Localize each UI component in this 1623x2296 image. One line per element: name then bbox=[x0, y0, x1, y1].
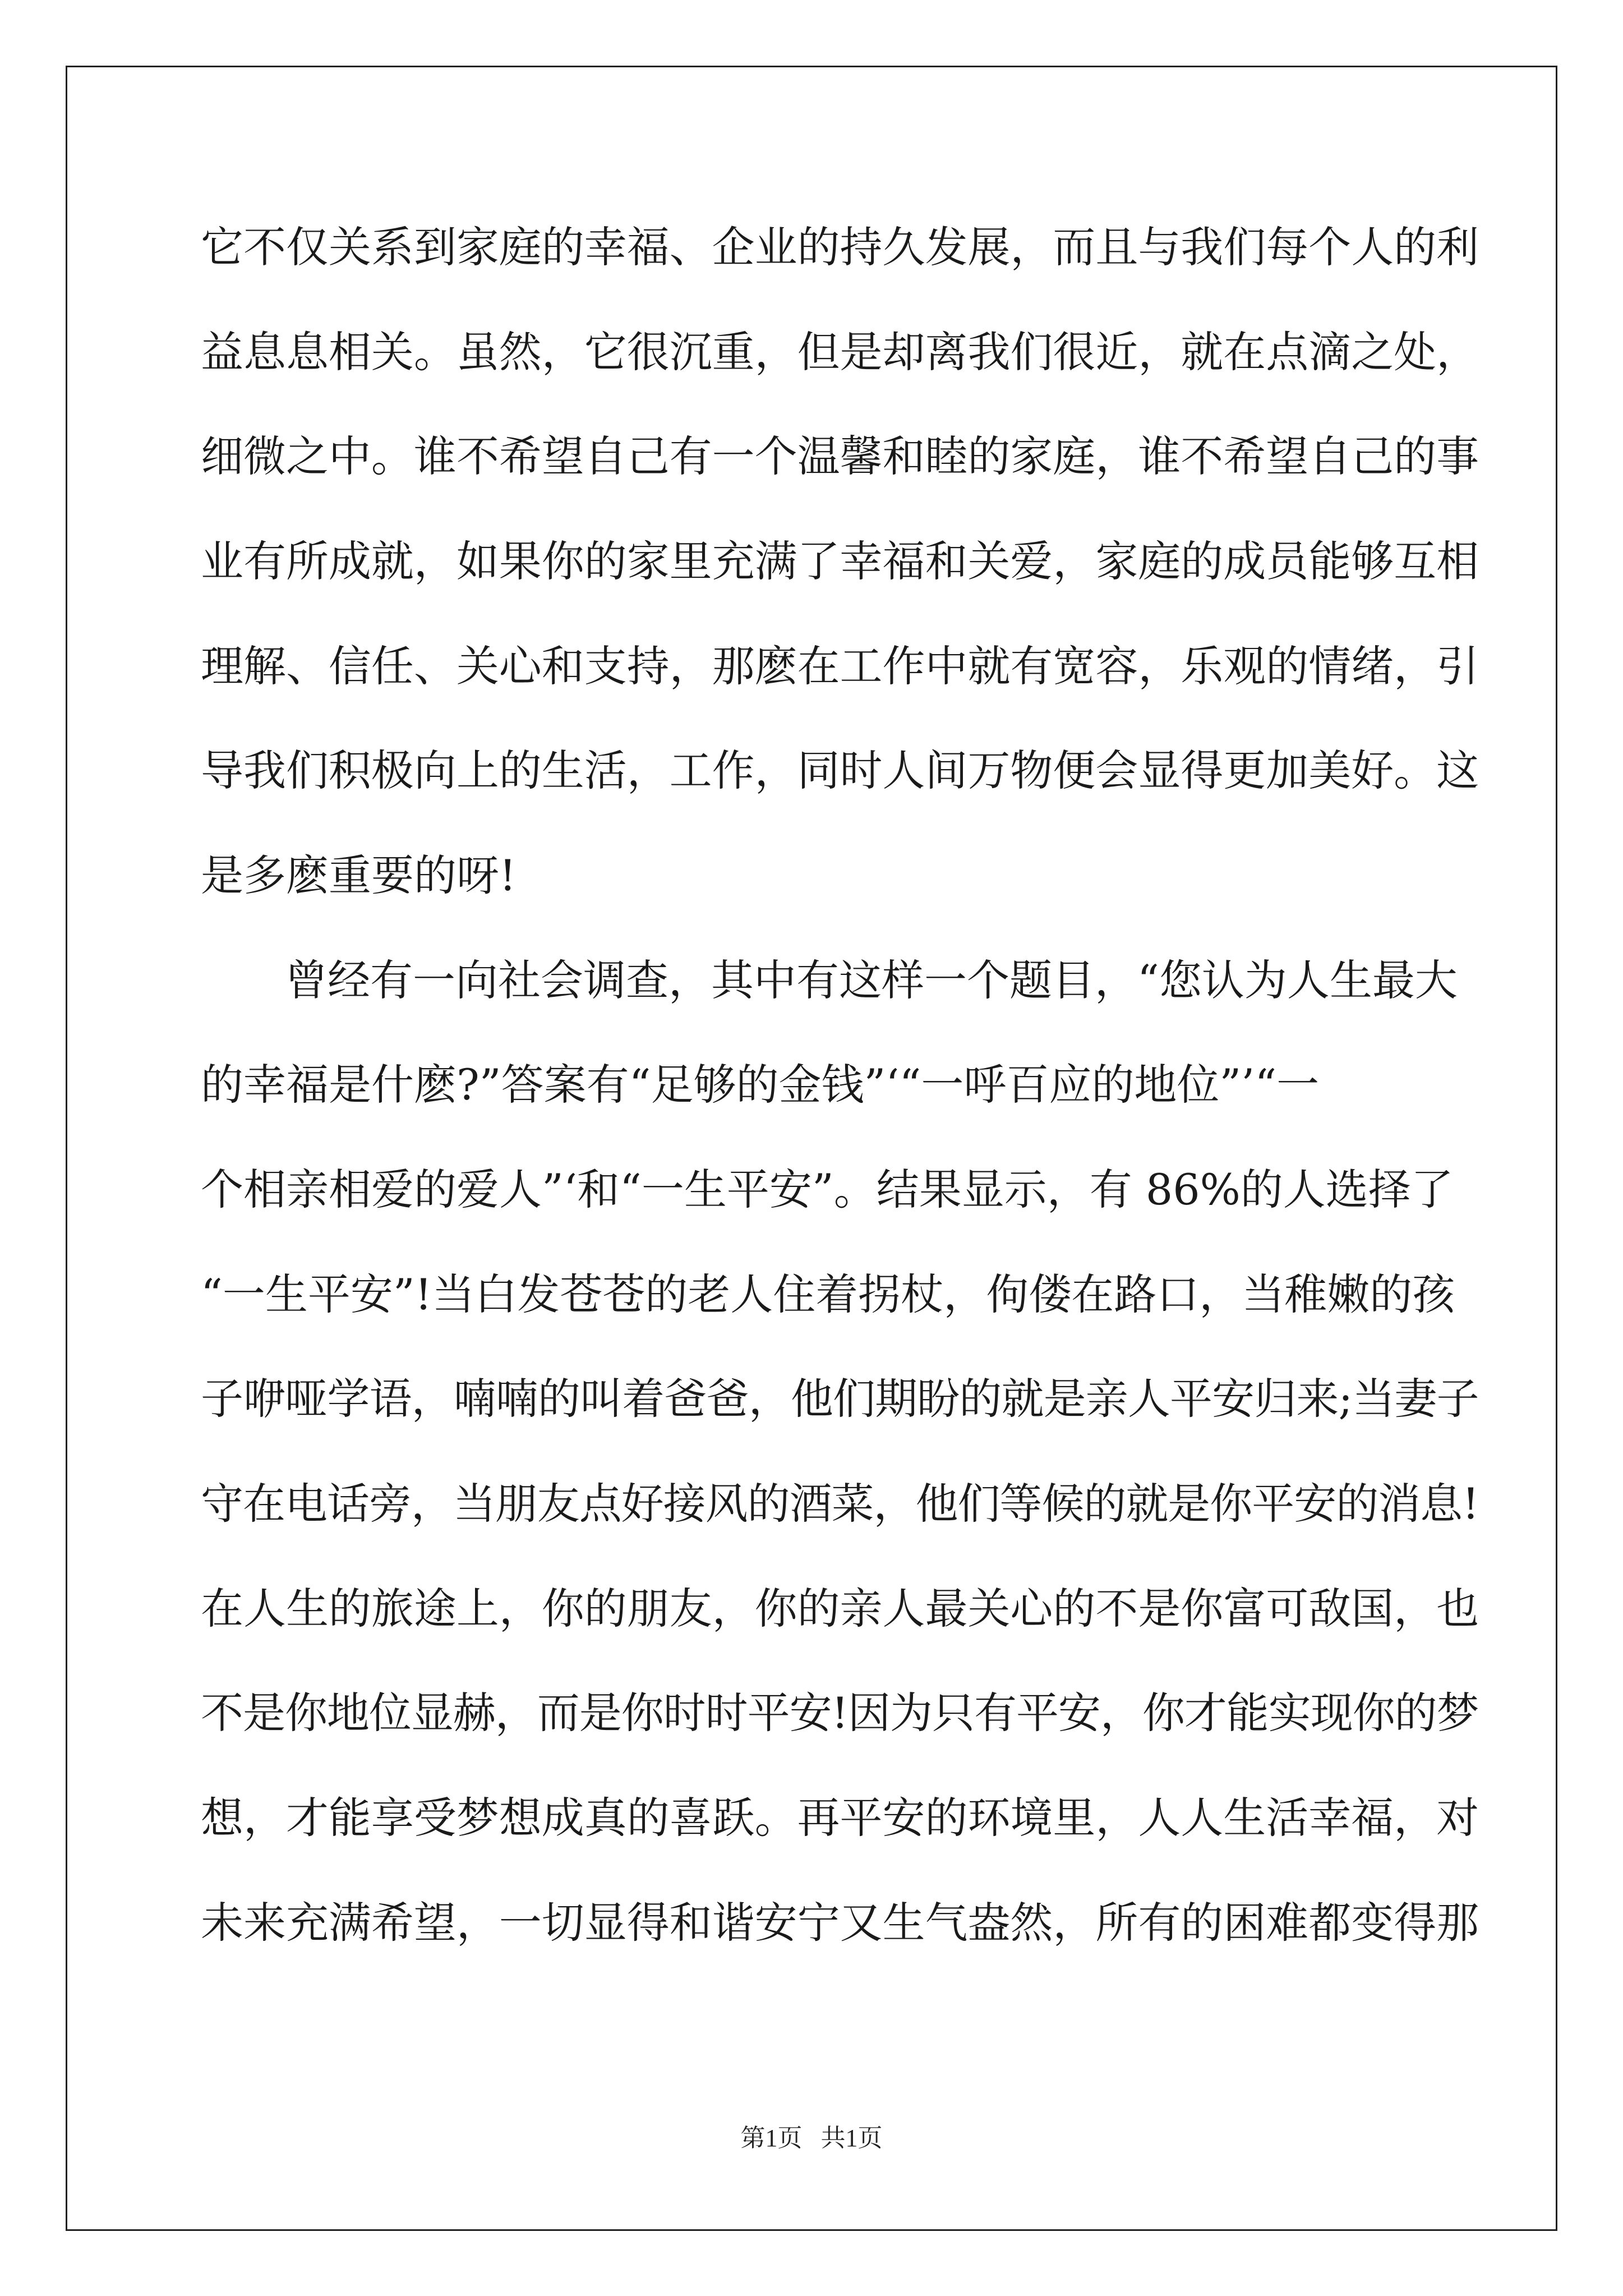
paragraph-1-line-2: 益息息相关。虽然，它很沉重，但是却离我们很近，就在点滴之处， bbox=[201, 327, 1479, 377]
paragraph-2-line-1: 曾经有一向社会调查，其中有这样一个题目，“您认为人生最大 bbox=[285, 955, 1458, 1005]
paragraph-2-line-4: “一生平安”!当白发苍苍的老人住着拐杖，佝偻在路口，当稚嫩的孩 bbox=[201, 1269, 1455, 1319]
page-footer: 第1页 共1页 bbox=[740, 2124, 883, 2152]
paragraph-1-line-6: 导我们积极向上的生活，工作，同时人间万物便会显得更加美好。这 bbox=[201, 746, 1479, 795]
paragraph-2-line-10: 未来充满希望，一切显得和谐安宁又生气盎然，所有的困难都变得那 bbox=[201, 1898, 1479, 1948]
paragraph-2-line-9: 想，才能享受梦想成真的喜跃。再平安的环境里，人人生活幸福，对 bbox=[201, 1793, 1479, 1843]
paragraph-1-line-5: 理解、信任、关心和支持，那麽在工作中就有宽容，乐观的情绪，引 bbox=[201, 641, 1479, 691]
paragraph-1-line-4: 业有所成就，如果你的家里充满了幸福和关爱，家庭的成员能够互相 bbox=[201, 536, 1479, 586]
paragraph-2-line-5: 子咿哑学语，喃喃的叫着爸爸，他们期盼的就是亲人平安归来;当妻子 bbox=[201, 1374, 1479, 1424]
paragraph-1-line-7: 是多麽重要的呀! bbox=[201, 850, 517, 900]
paragraph-2-line-3: 个相亲相爱的爱人”‘和“一生平安”。结果显示，有 86%的人选择了 bbox=[201, 1165, 1454, 1214]
paragraph-2-line-2: 的幸福是什麽?”答案有“足够的金钱”‘“一呼百应的地位”’“一 bbox=[201, 1060, 1320, 1110]
paragraph-2-line-8: 不是你地位显赫，而是你时时平安!因为只有平安，你才能实现你的梦 bbox=[201, 1688, 1479, 1738]
paragraph-1-line-3: 细微之中。谁不希望自己有一个温馨和睦的家庭，谁不希望自己的事 bbox=[201, 431, 1479, 481]
paragraph-2-line-6: 守在电话旁，当朋友点好接风的酒菜，他们等候的就是你平安的消息! bbox=[201, 1479, 1479, 1529]
paragraph-1-line-1: 它不仅关系到家庭的幸福、企业的持久发展，而且与我们每个人的利 bbox=[201, 222, 1479, 272]
paragraph-2-line-7: 在人生的旅途上，你的朋友，你的亲人最关心的不是你富可敌国，也 bbox=[201, 1584, 1479, 1634]
